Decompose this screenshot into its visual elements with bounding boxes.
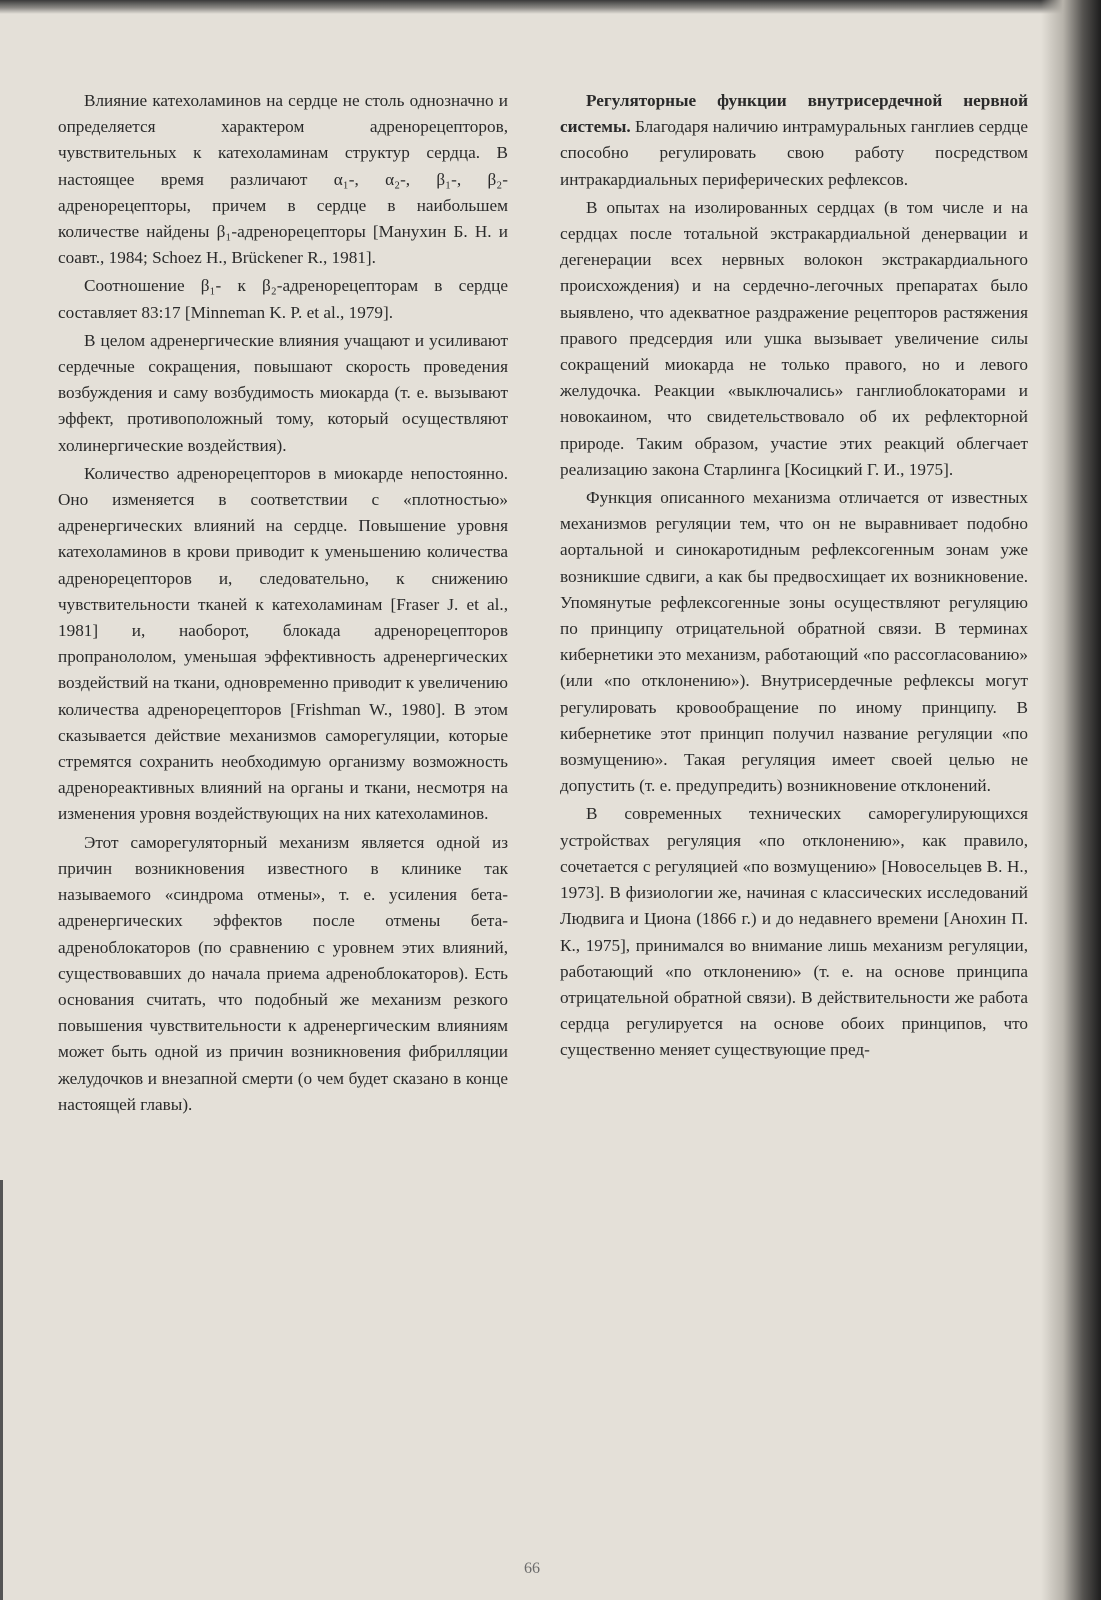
paragraph: Функция описанного механизма отличается от известных механизмов регуляции тем, что он не выравнивает подобно аортальной и синокаротидным рефлексогенным зонам уже возникшие сдвиги, а как бы предвосхищает их возникновение. Упомянутые рефлексогенные зоны осуществляют регуляцию по принципу отрицательной обратной связи. В терминах кибернетики это механизм, работающий «по рассогласованию» (или «по отклонению»). Внутрисердечные рефлексы могут регулировать кровообращение по иному принципу. В кибернетике этот принцип получил название регуляции «по возмущению». Такая регуляция имеет своей целью не допустить (т. е. предупредить) возникновение отклонений.: [560, 488, 1028, 796]
left-column: [58, 88, 508, 1118]
paragraph: Этот саморегуляторный механизм является одной из причин возникновения известного в клинике так называемого «синдрома отмены», т. е. усиления бета-адренергических эффектов после отмены бета-адреноблокаторов (по сравнению с уровнем этих влияний, существовавших до начала приема адреноблокаторов). Есть основания считать, что подобный же механизм резкого повышения чувствительности к адренергическим влияниям может быть одной из причин возникновения фибрилляции желудочков и внезапной смерти (о чем будет сказано в конце настоящей главы).: [58, 832, 508, 1114]
scan-top-edge: [0, 0, 1101, 14]
paragraph: Количество адренорецепторов в миокарде непостоянно. Оно изменяется в соответствии с «плотностью» адренергических влияний на сердце. Повышение уровня катехоламинов в крови приводит к уменьшению количества адренорецепторов и, следовательно, к снижению чувствительности тканей к катехоламинам [Fraser J. et al., 1981] и, наоборот, блокада адренорецепторов пропранололом, уменьшая эффективность адренергических воздействий на ткани, одновременно приводит к увеличению количества адренорецепторов [Frishman W., 1980]. В этом сказывается действие механизмов саморегуляции, которые стремятся сохранить необходимую организму возможность адренореактивных влияний на органы и ткани, несмотря на изменения уровня воздействующих на них катехоламинов.: [58, 463, 508, 824]
paragraph: Влияние катехоламинов на сердце не столь однозначно и определяется характером адренорецепторов, чувствительных к катехоламинам структур сердца. В настоящее время различают α₁-, α₂-, β₁-, β₂-адренорецепторы, причем в сердце в наибольшем количестве найдены β₁-адренорецепторы [Манухин Б. Н. и соавт., 1984; Schoez H., Brückener R., 1981].: [58, 91, 508, 268]
right-column: [560, 88, 1028, 1064]
scan-binding-shadow: [1041, 0, 1101, 1600]
paragraph: В целом адренергические влияния учащают и усиливают сердечные сокращения, повышают скорость проведения возбуждения и саму возбудимость миокарда (т. е. вызывают эффект, противоположный тому, который осуществляют холинергические воздействия).: [58, 330, 508, 455]
page-number: 66: [524, 1560, 540, 1577]
section-lead-text: Благодаря наличию интрамуральных ганглиев сердце способно регулировать свою работу посредством интракардиальных периферических рефлексов.: [560, 117, 1028, 189]
paragraph: В современных технических саморегулирующихся устройствах регуляция «по отклонению», как правило, сочетается с регуляцией «по возмущению» [Новосельцев В. Н., 1973]. В физиологии же, начиная с классических исследований Людвига и Циона (1866 г.) и до недавнего времени [Анохин П. К., 1975], принимался во внимание лишь механизм регуляции, работающий «по отклонению» (т. е. на основе принципа отрицательной обратной связи). В действительности же работа сердца регулируется на основе обоих принципов, что существенно меняет существующие пред-: [560, 804, 1028, 1060]
section-heading: Регуляторные функции внутрисердечной нервной системы.: [560, 91, 1028, 137]
section-paragraph: [560, 88, 1028, 193]
paragraph: В опытах на изолированных сердцах (в том числе и на сердцах после тотальной экстракардиальной денервации и дегенерации всех нервных волокон экстракардиального происхождения) и на сердечно-легочных препаратах было выявлено, что адекватное раздражение рецепторов растяжения правого предсердия или ушка вызывает увеличение силы сокращений миокарда не только правого, но и левого желудочка. Реакции «выключались» ганглиоблокаторами и новокаином, что свидетельствовало об их рефлекторной природе. Таким образом, участие этих реакций облегчает реализацию закона Старлинга [Косицкий Г. И., 1975].: [560, 197, 1028, 479]
scan-left-edge: [0, 1180, 3, 1600]
paragraph: Соотношение β₁- к β₂-адренорецепторам в сердце составляет 83:17 [Minneman K. P. et al., 1979].: [58, 276, 508, 322]
